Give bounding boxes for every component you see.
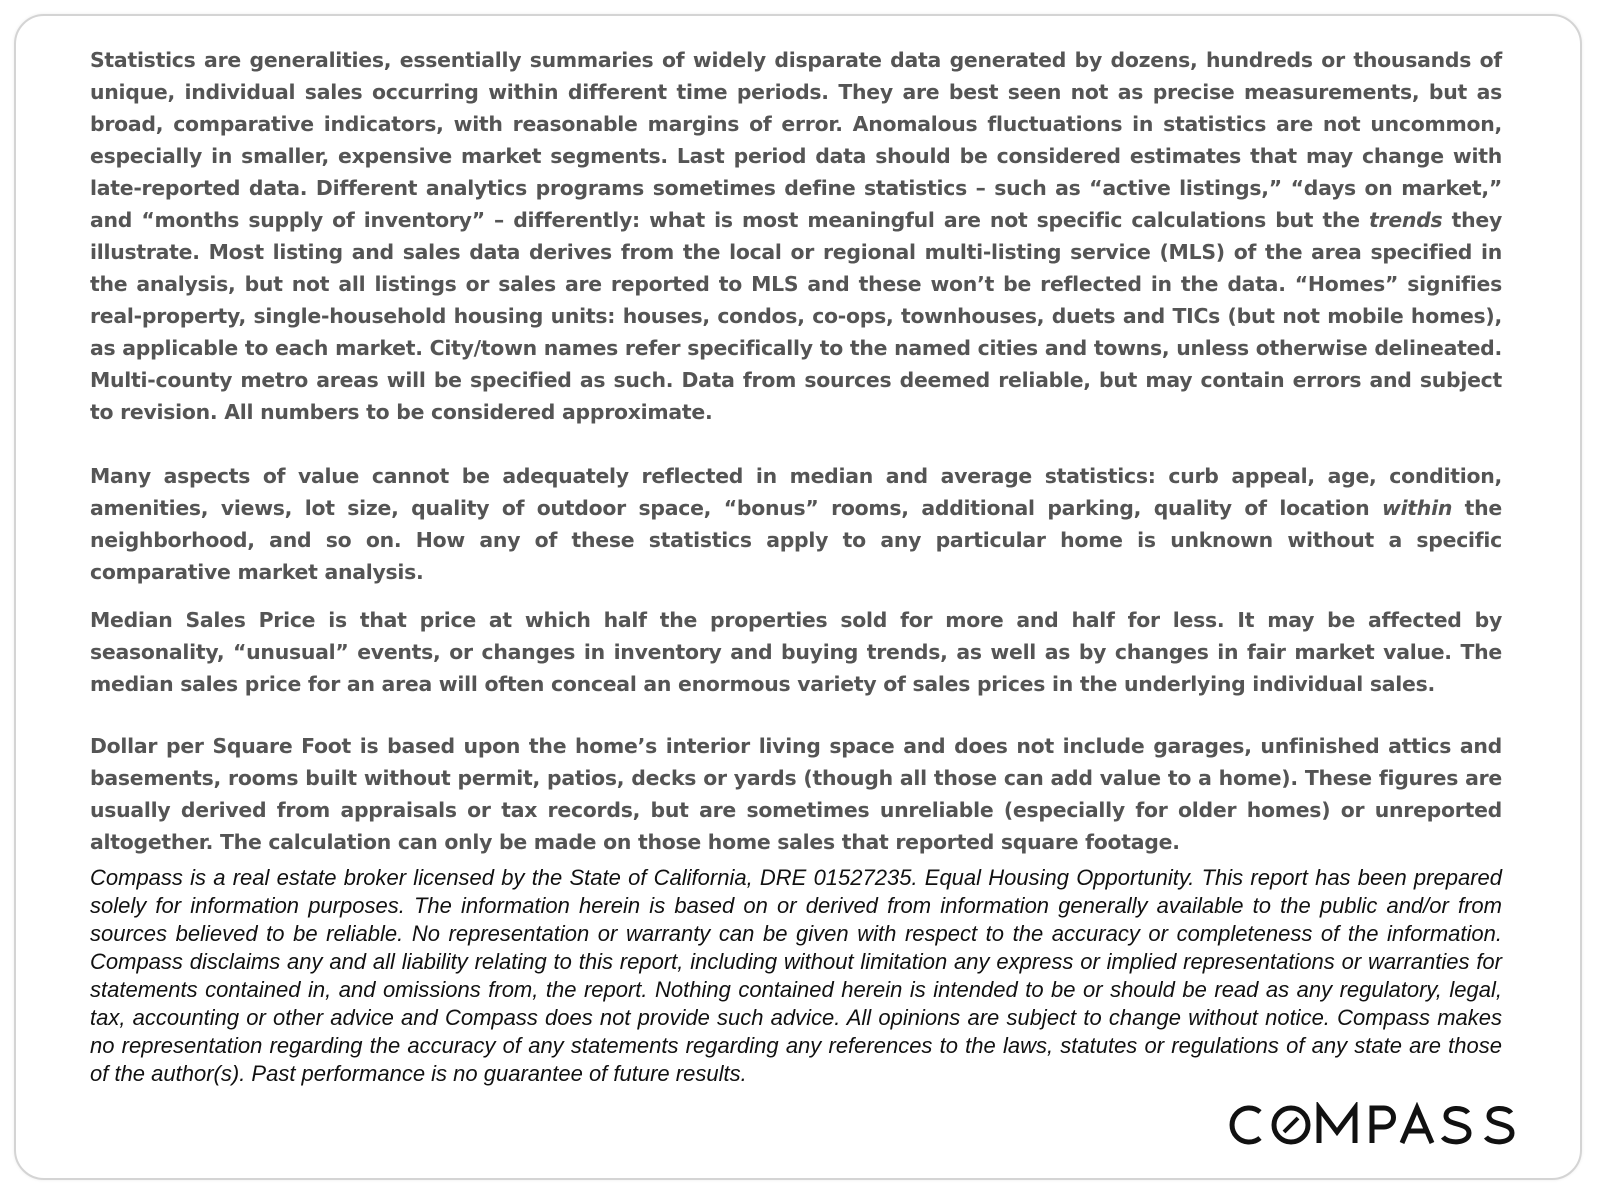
statistics-paragraph (90, 44, 1502, 460)
value-aspects-text-1: Many aspects of value cannot be adequately reflected in median and average statistics: curb appeal, age, condition, amenities, views, lot size, quality of outdoor space, “bonus” rooms, additional parking, quality of location (90, 464, 1502, 520)
within-emphasis: within (1381, 496, 1453, 520)
statistics-text-2: they illustrate. Most listing and sales data derives from the local or regional multi-listing service (MLS) of the area specified in the analysis, but not all listings or sales are reported to MLS and these won’t be reflected in the data. “Homes” signifies real-property, single-household housing units: houses, condos, co-ops, townhouses, duets and TICs (but not mobile homes), as applicable to each market. City/town names refer specifically to the named cities and towns, unless otherwise delineated. Multi-county metro areas will be specified as such. Data from sources deemed reliable, but may contain errors and subject to revision. All numbers to be considered approximate. (90, 208, 1503, 424)
dollar-per-square-foot-paragraph: Dollar per Square Foot is based upon the home’s interior living space and does not include garages, unfinished attics and basements, rooms built without permit, patios, decks or yards (though all those can add value to a home). These figures are usually derived from appraisals or tax records, but are sometimes unreliable (especially for older homes) or unreported altogether. The calculation can only be made on those home sales that reported square footage. (90, 734, 1502, 854)
logo-letter-c (1232, 1108, 1260, 1142)
value-aspects-text-2: the neighborhood, and so on. How any of these statistics apply to any particular home is unknown without a specific comparative market analysis. (90, 496, 1502, 584)
median-sales-price-paragraph: Median Sales Price is that price at which half the properties sold for more and half for less. It may be affected by seasonality, “unusual” events, or changes in inventory and buying trends, as well as by changes in fair market value. The median sales price for an area will often conceal an enormous variety of sales prices in the underlying individual sales. (90, 608, 1502, 696)
legal-disclaimer: Compass is a real estate broker licensed by the State of California, DRE 01527235. Equal Housing Opportunity. This report has been prepared solely for information purposes. The information herein is based on or derived from information generally available to the public and/or from sources believed to be reliable. No representation or warranty can be given with respect to the accuracy or completeness of the information. Compass disclaims any and all liability relating to this report, including without limitation any express or implied representations or warranties for statements contained in, and omissions from, the report. Nothing contained herein is intended to be or should be read as any regulatory, legal, tax, accounting or other advice and Compass does not provide such advice. All opinions are subject to change without notice. Compass makes no representation regarding the accuracy of any statements regarding any references to the laws, statutes or regulations of any state are those of the author(s). Past performance is no guarantee of future results. (90, 865, 1502, 1086)
compass-logo-icon (1274, 1108, 1308, 1142)
trends-emphasis: trends (1369, 208, 1443, 232)
statistics-text-1: Statistics are generalities, essentially summaries of widely disparate data generated by dozens, hundreds or thousands of unique, individual sales occurring within different time periods. They are best seen not as precise measurements, but as broad, comparative indicators, with reasonable margins of error. Anomalous fluctuations in statistics are not uncommon, especially in smaller, expensive market segments. Last period data should be considered estimates that may change with late-reported data. Different analytics programs sometimes define statistics – such as “active listings,” “days on market,” and “months supply of inventory” – differently: what is most meaningful are not specific calculations but the (90, 48, 1502, 232)
value-aspects-paragraph (90, 460, 1502, 588)
logo-letter-p (1372, 1108, 1394, 1143)
logo-letter-s-1 (1443, 1108, 1469, 1141)
logo-letter-a (1402, 1108, 1432, 1143)
compass-logo (1224, 1102, 1520, 1148)
logo-letter-s-2 (1486, 1108, 1512, 1141)
definitions-section (90, 44, 1502, 858)
logo-letter-m (1319, 1108, 1355, 1143)
